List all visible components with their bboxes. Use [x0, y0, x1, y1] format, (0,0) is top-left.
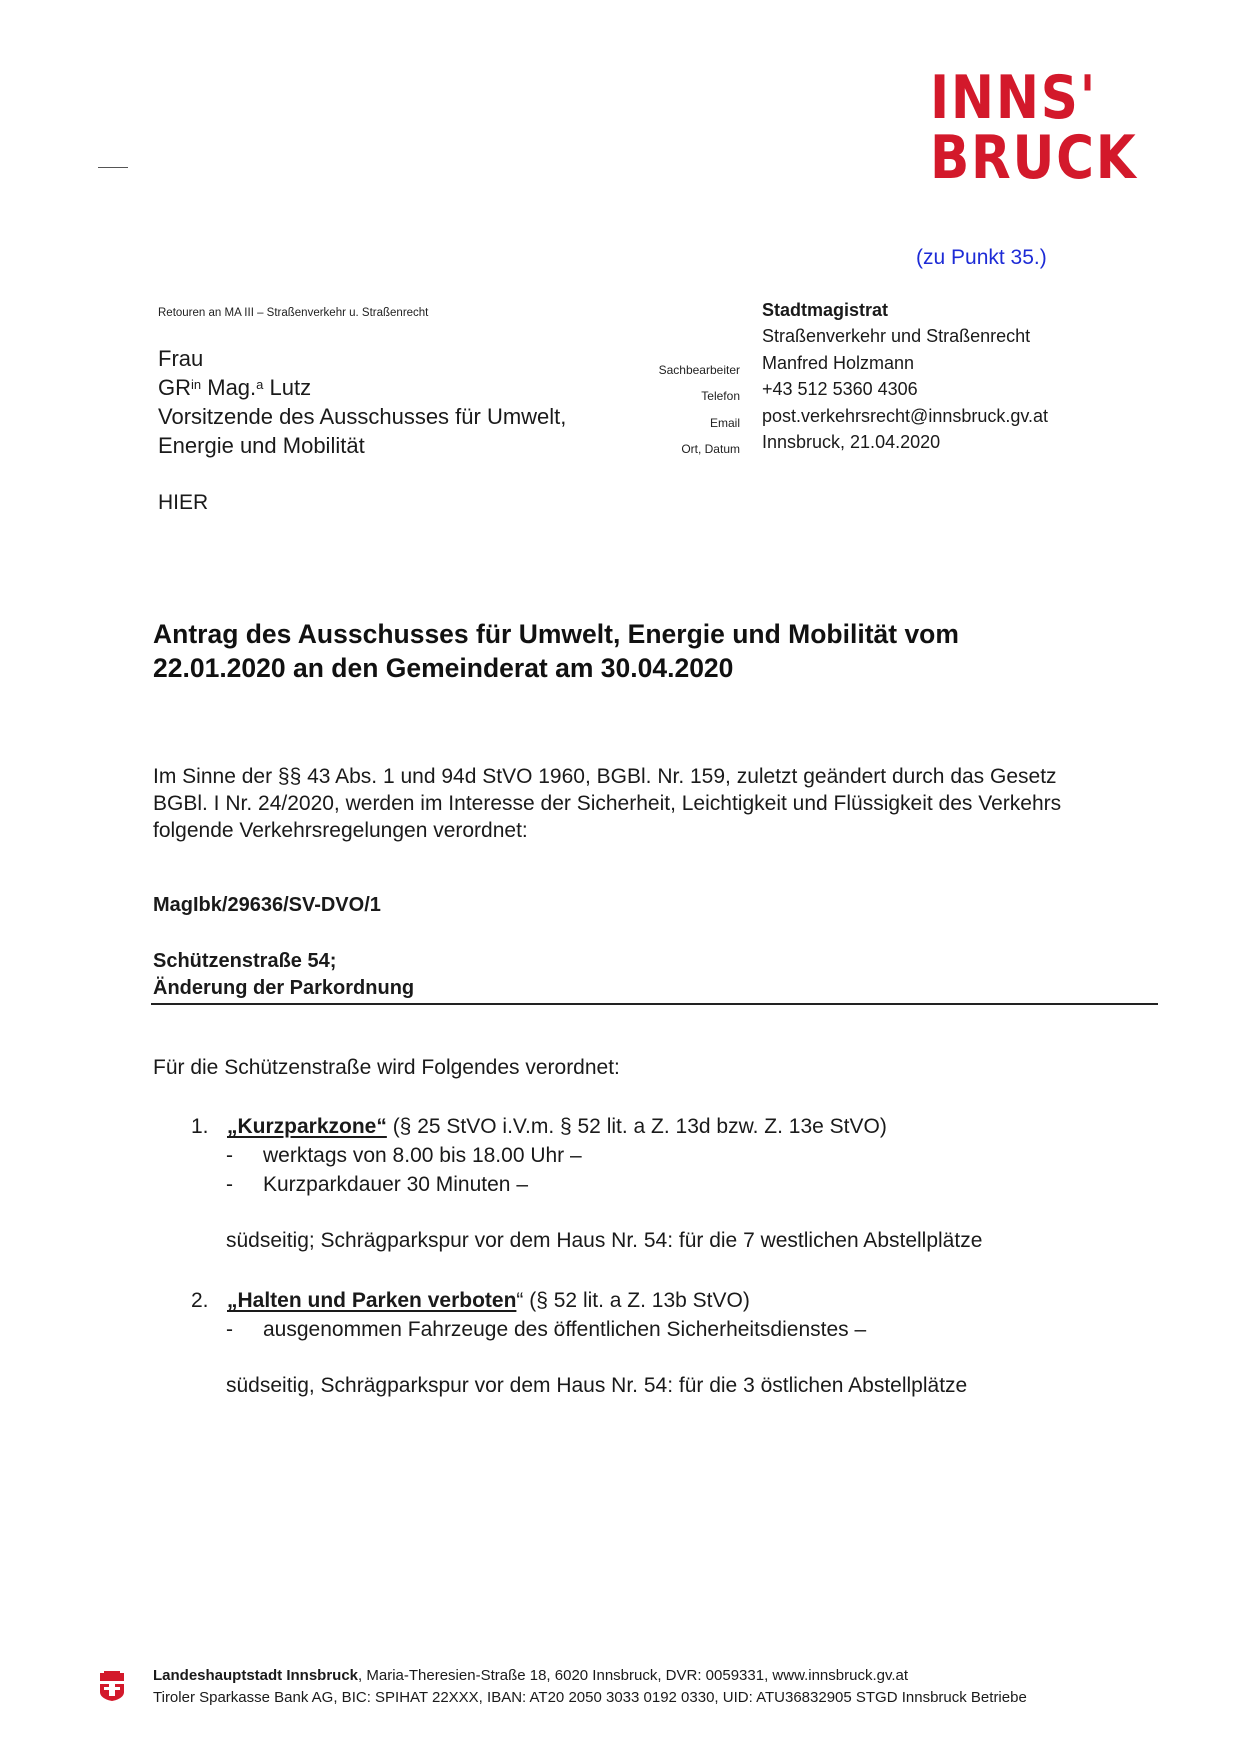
item-legal-basis: (§ 52 lit. a Z. 13b StVO) — [523, 1289, 750, 1312]
subject-divider — [151, 1003, 1158, 1005]
label-place-date: Ort, Datum — [681, 442, 740, 457]
label-phone: Telefon — [701, 389, 740, 404]
recipient-role-line-1: Vorsitzende des Ausschusses für Umwelt, — [158, 404, 567, 429]
recipient-name: $GR^{in}$ Mag.$^a$ Lutz — [158, 375, 312, 400]
label-email: Email — [709, 415, 740, 430]
footer-bank-line: Tiroler Sparkasse Bank AG, BIC: SPIHAT 22XXX, IBAN: AT20 2050 3033 0192 0330, UID: ATU36832905 STGD Innsbruck Betriebe — [153, 1689, 1027, 1706]
delivery-note: HIER — [158, 491, 209, 514]
recipient-salutation: Frau — [158, 346, 204, 371]
contact-organization: Stadtmagistrat — [762, 300, 889, 320]
item-1-detail-2: - Kurzparkdauer 30 Minuten – — [226, 1173, 528, 1196]
recipient-address — [158, 344, 566, 460]
subject: Schützenstraße 54; Änderung der Parkordnung — [153, 950, 415, 999]
document-title: Antrag des Ausschusses für Umwelt, Energie und Mobilität vom 22.01.2020 an den Gemeinderat am 30.04.2020 — [153, 619, 959, 683]
item-number: 2. — [191, 1289, 209, 1312]
city-crest-icon — [98, 1670, 126, 1702]
footer — [153, 1665, 1027, 1709]
item-2-detail-1: - ausgenommen Fahrzeuge des öffentlichen Sicherheitsdienstes – — [226, 1318, 867, 1341]
innsbruck-logo — [930, 63, 1160, 193]
recipient-role-line-2: Energie und Mobilität — [158, 433, 365, 458]
contact-labels — [600, 357, 740, 463]
contact-handler: Manfred Holzmann — [762, 352, 915, 373]
agenda-reference: (zu Punkt 35.) — [916, 246, 1047, 269]
item-legal-basis: (§ 25 StVO i.V.m. § 52 lit. a Z. 13d bzw. Z. 13e StVO) — [386, 1115, 887, 1138]
item-1-detail-1: - werktags von 8.00 bis 18.00 Uhr – — [226, 1144, 582, 1167]
logo-line-1: INNS' — [930, 63, 1098, 133]
footer-address-line: Landeshauptstadt Innsbruck, Maria-Theresien-Straße 18, 6020 Innsbruck, DVR: 0059331, www.innsbruck.gv.at — [153, 1667, 909, 1684]
item-1-location: südseitig; Schrägparkspur vor dem Haus Nr. 54: für die 7 westlichen Abstellplätze — [226, 1229, 983, 1252]
regulation-item-2: 2. „Halten und Parken verboten“ (§ 52 lit. a Z. 13b StVO) — [191, 1286, 1091, 1316]
contact-email: post.verkehrsrecht@innsbruck.gv.at — [762, 405, 1049, 426]
item-2-location: südseitig, Schrägparkspur vor dem Haus Nr. 54: für die 3 östlichen Abstellplätze — [226, 1374, 968, 1397]
item-number: 1. — [191, 1115, 209, 1138]
contact-block — [762, 297, 1048, 455]
logo-line-2: BRUCK — [930, 123, 1138, 193]
contact-phone: +43 512 5360 4306 — [762, 379, 918, 400]
fold-mark — [98, 167, 128, 168]
lead-sentence: Für die Schützenstraße wird Folgendes verordnet: — [153, 1056, 620, 1079]
regulation-item-1 — [191, 1112, 1091, 1142]
return-address: Retouren an MA III – Straßenverkehr u. Straßenrecht — [158, 307, 429, 319]
label-handler: Sachbearbeiter — [658, 363, 740, 377]
intro-paragraph: Im Sinne der §§ 43 Abs. 1 und 94d StVO 1960, BGBl. Nr. 159, zuletzt geändert durch das Gesetz BGBl. I Nr. 24/2020, werden im Interesse der Sicherheit, Leichtigkeit und Flüssigkeit des Verkehrs folgende Verkehrsregelungen verordnet: — [153, 765, 1062, 842]
contact-place-date: Innsbruck, 21.04.2020 — [762, 431, 941, 452]
contact-department: Straßenverkehr und Straßenrecht — [762, 326, 1031, 347]
item-title: „Halten und Parken verboten — [227, 1289, 517, 1312]
file-reference: MagIbk/29636/SV-DVO/1 — [153, 894, 381, 916]
item-title: „Kurzparkzone“ — [227, 1115, 387, 1138]
